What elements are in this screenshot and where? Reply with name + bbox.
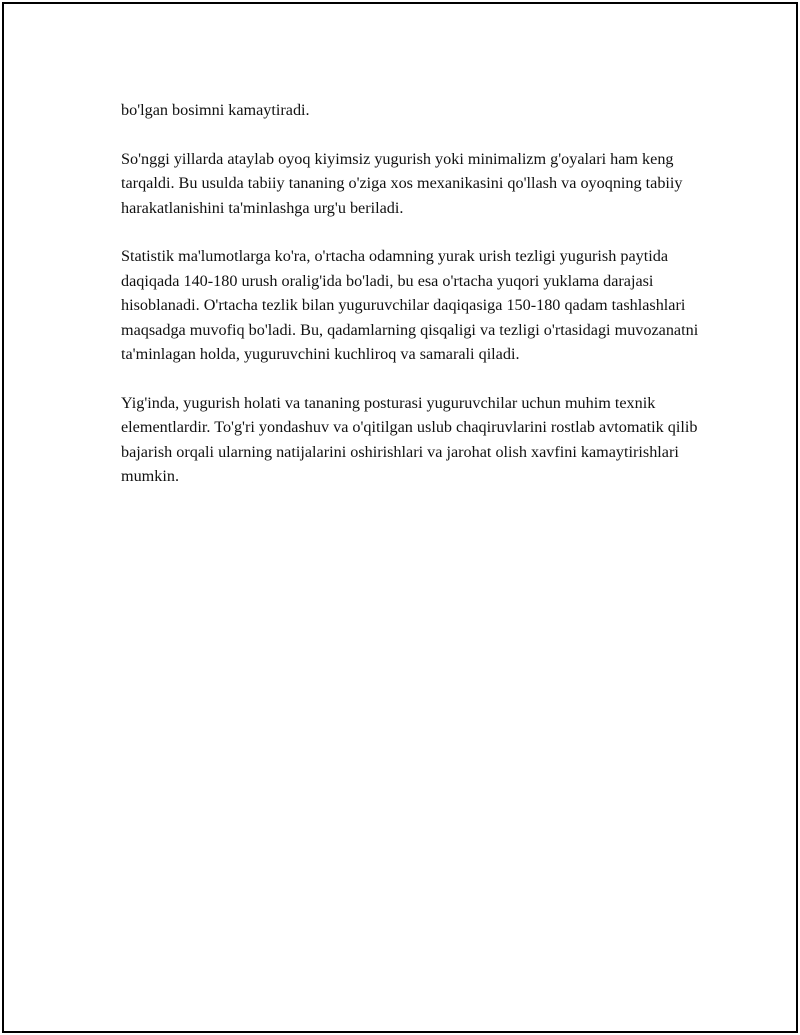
paragraph-1: bo'lgan bosimni kamaytiradi. xyxy=(121,101,310,119)
paragraph-3: Statistik ma'lumotlarga ko'ra, o'rtacha odamning yurak urish tezligi yugurish paytida daqiqada 140-180 urush oralig'ida bo'ladi, bu esa o'rtacha yuqori yuklama darajasi hisoblanadi. O'rtacha tezlik bilan yuguruvchilar daqiqasiga 150-180 qadam tashlashlari maqsadga muvofiq bo'ladi. Bu, qadamlarning qisqaligi va tezligi o'rtasidagi muvozanatni ta'minlagan holda, yuguruvchini kuchliroq va samarali qiladi. xyxy=(121,247,699,364)
paragraph-4: Yig'inda, yugurish holati va tananing posturasi yuguruvchilar uchun muhim texnik elementlardir. To'g'ri yondashuv va o'qitilgan uslub chaqiruvlarini rostlab avtomatik qilib bajarish orqali ularning natijalarini oshirishlari va jarohat olish xavfini kamaytirishlari mumkin. xyxy=(121,393,698,486)
paragraph-2: So'nggi yillarda ataylab oyoq kiyimsiz yugurish yoki minimalizm g'oyalari ham keng tarqaldi. Bu usulda tabiiy tananing o'ziga xos mexanikasini qo'llash va oyoqning tabiiy harakatlanishini ta'minlashga urg'u beriladi. xyxy=(121,149,683,217)
document-body xyxy=(121,98,706,513)
page-frame xyxy=(2,2,798,1033)
